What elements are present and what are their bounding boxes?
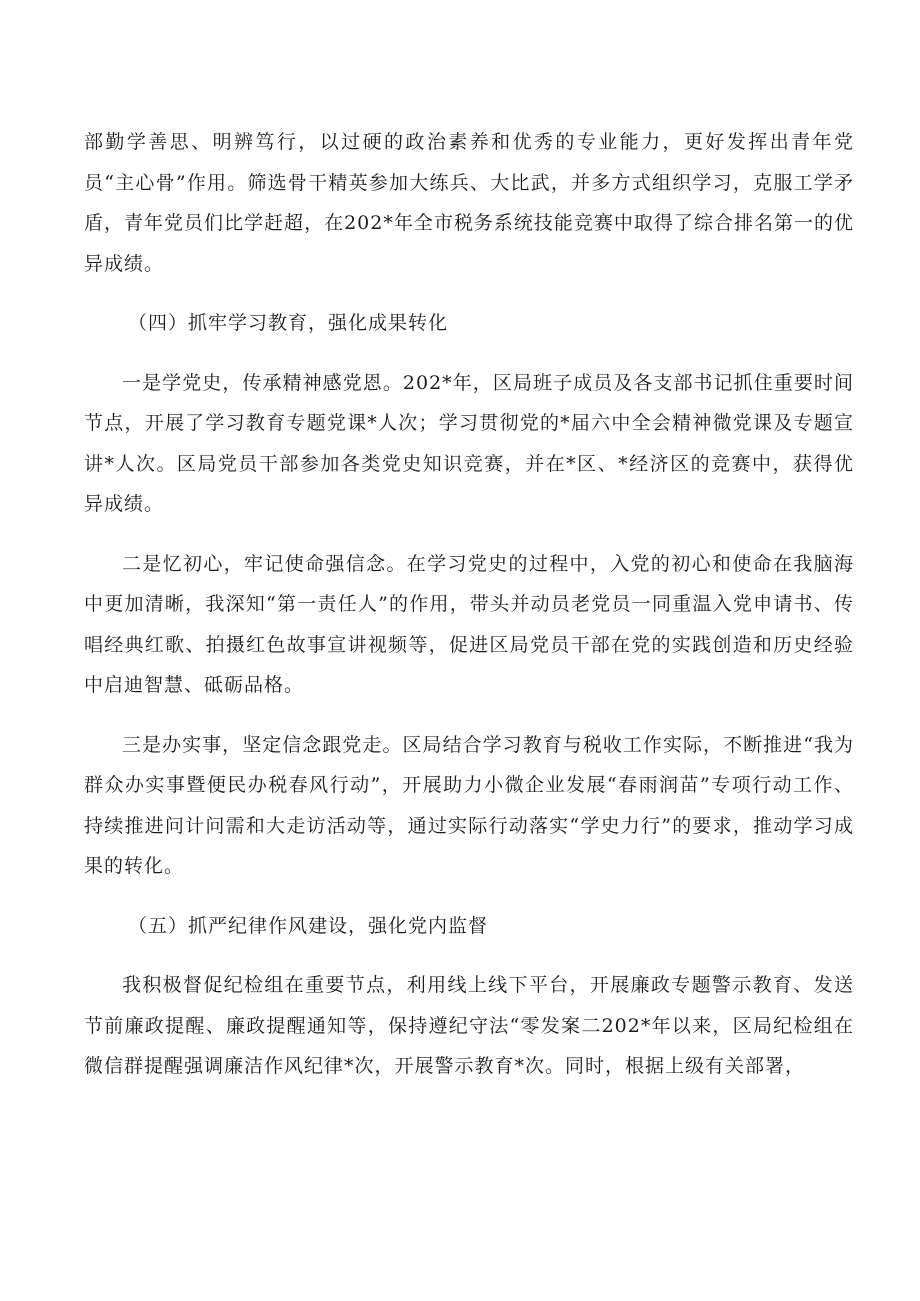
document-body <box>84 122 854 1087</box>
paragraph-study-party-history: 一是学党史，传承精神感党恩。202*年，区局班子成员及各支部书记抓住重要时间节点，开展了学习教育专题党课*人次；学习贯彻党的*届六中全会精神微党课及专题宣讲*人次。区局党员干部参加各类党史知识竞赛，并在*区、*经济区的竞赛中，获得优异成绩。 <box>84 371 854 515</box>
paragraph-practical-deeds: 三是办实事，坚定信念跟党走。区局结合学习教育与税收工作实际，不断推进“我为群众办实事暨便民办税春风行动”，开展助力小微企业发展“春雨润苗”专项行动工作、持续推进问计问需和大走访活动等，通过实际行动落实“学史力行”的要求，推动学习成果的转化。 <box>84 733 854 877</box>
paragraph-discipline-supervision: 我积极督促纪检组在重要节点，利用线上线下平台，开展廉政专题警示教育、发送节前廉政提醒、廉政提醒通知等，保持遵纪守法“零发案二202*年以来，区局纪检组在微信群提醒强调廉洁作风纪律*次，开展警示教育*次。同时，根据上级有关部署， <box>84 974 854 1077</box>
section-heading-5: （五）抓严纪律作风建设，强化党内监督 <box>128 914 489 937</box>
section-heading-4: （四）抓牢学习教育，强化成果转化 <box>128 312 449 334</box>
paragraph-remember-original-aspiration: 二是忆初心，牢记使命强信念。在学习党史的过程中，入党的初心和使命在我脑海中更加清晰，我深知“第一责任人”的作用，带头并动员老党员一同重温入党申请书、传唱经典红歌、拍摄红色故事宣讲视频等，促进区局党员干部在党的实践创造和历史经验中启迪智慧、砥砺品格。 <box>84 552 854 696</box>
paragraph-continuation: 部勤学善思、明辨笃行，以过硬的政治素养和优秀的专业能力，更好发挥出青年党员“主心骨”作用。筛选骨干精英参加大练兵、大比武，并多方式组织学习，克服工学矛盾，青年党员们比学赶超，在202*年全市税务系统技能竞赛中取得了综合排名第一的优异成绩。 <box>84 131 854 275</box>
